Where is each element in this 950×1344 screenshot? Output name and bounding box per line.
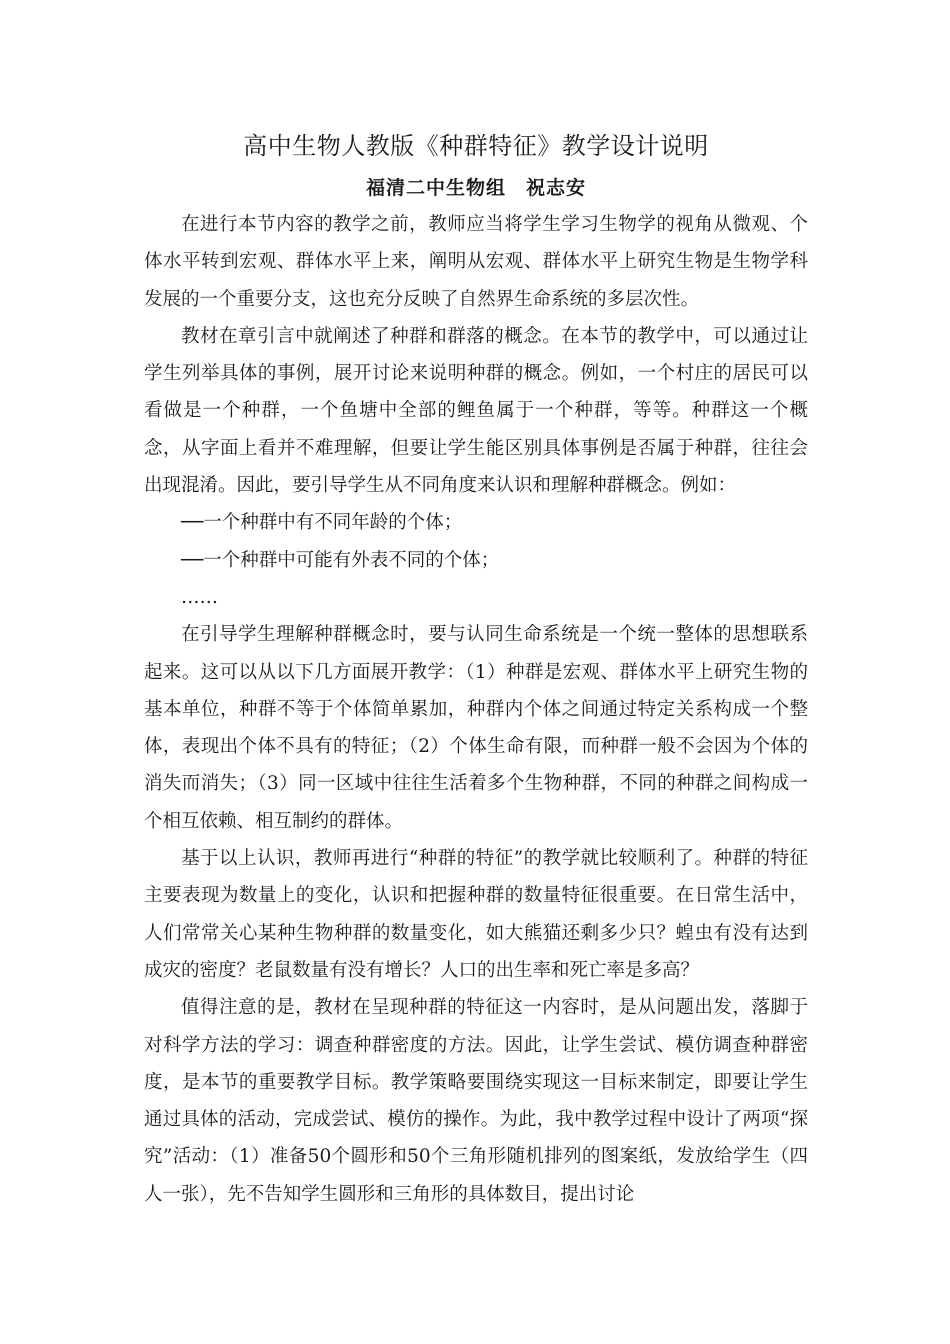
document-page — [144, 128, 808, 1213]
paragraph-population-concept: 教材在章引言中就阐述了种群和群落的概念。在本节的教学中，可以通过让学生列举具体的事例，展开讨论来说明种群的概念。例如，一个村庄的居民可以看做是一个种群，一个鱼塘中全部的鲤鱼属于一个种群，等等。种群这一个概念，从字面上看并不难理解，但要让学生能区别具体事例是否属于种群，往往会出现混淆。因此，要引导学生从不同角度来认识和理解种群概念。例如： — [144, 325, 808, 497]
list-item-appearance: ──一个种群中可能有外表不同的个体； — [181, 549, 500, 571]
list-item-ellipsis: …… — [181, 586, 218, 608]
paragraph-method: 值得注意的是，教材在呈现种群的特征这一内容时，是从问题出发，落脚于对科学方法的学习：调查种群密度的方法。因此，让学生尝试、模仿调查种群密度，是本节的重要教学目标。教学策略要围绕实现这一目标来制定，即要让学生通过具体的活动，完成尝试、模仿的操作。为此，我中教学过程中设计了两项“探究”活动：（1）准备50个圆形和50个三角形随机排列的图案纸，发放给学生（四人一张），先不告知学生圆形和三角形的具体数目，提出讨论 — [144, 997, 808, 1205]
paragraph-intro: 在进行本节内容的教学之前，教师应当将学生学习生物学的视角从微观、个体水平转到宏观、群体水平上来，阐明从宏观、群体水平上研究生物是生物学科发展的一个重要分支，这也充分反映了自然界生命系统的多层次性。 — [144, 214, 808, 310]
document-author: 福清二中生物组 祝志安 — [365, 177, 586, 199]
paragraph-life-system: 在引导学生理解种群概念时，要与认同生命系统是一个统一整体的思想联系起来。这可以从以下几方面展开教学：（1）种群是宏观、群体水平上研究生物的基本单位，种群不等于个体简单累加，种群内个体之间通过特定关系构成一个整体，表现出个体不具有的特征；（2）个体生命有限，而种群一般不会因为个体的消失而消失；（3）同一区域中往往生活着多个生物种群，不同的种群之间构成一个相互依赖、相互制约的群体。 — [144, 624, 808, 832]
document-title: 高中生物人教版《种群特征》教学设计说明 — [243, 132, 709, 160]
list-item-age: ──一个种群中有不同年龄的个体； — [181, 512, 463, 534]
document-body — [144, 206, 808, 1213]
paragraph-population-features: 基于以上认识，教师再进行“种群的特征”的教学就比较顺利了。种群的特征主要表现为数量上的变化，认识和把握种群的数量特征很重要。在日常生活中，人们常常关心某种生物种群的数量变化，如大熊猫还剩多少只？蝗虫有没有达到成灾的密度？老鼠数量有没有增长？人口的出生率和死亡率是多高？ — [144, 848, 808, 981]
